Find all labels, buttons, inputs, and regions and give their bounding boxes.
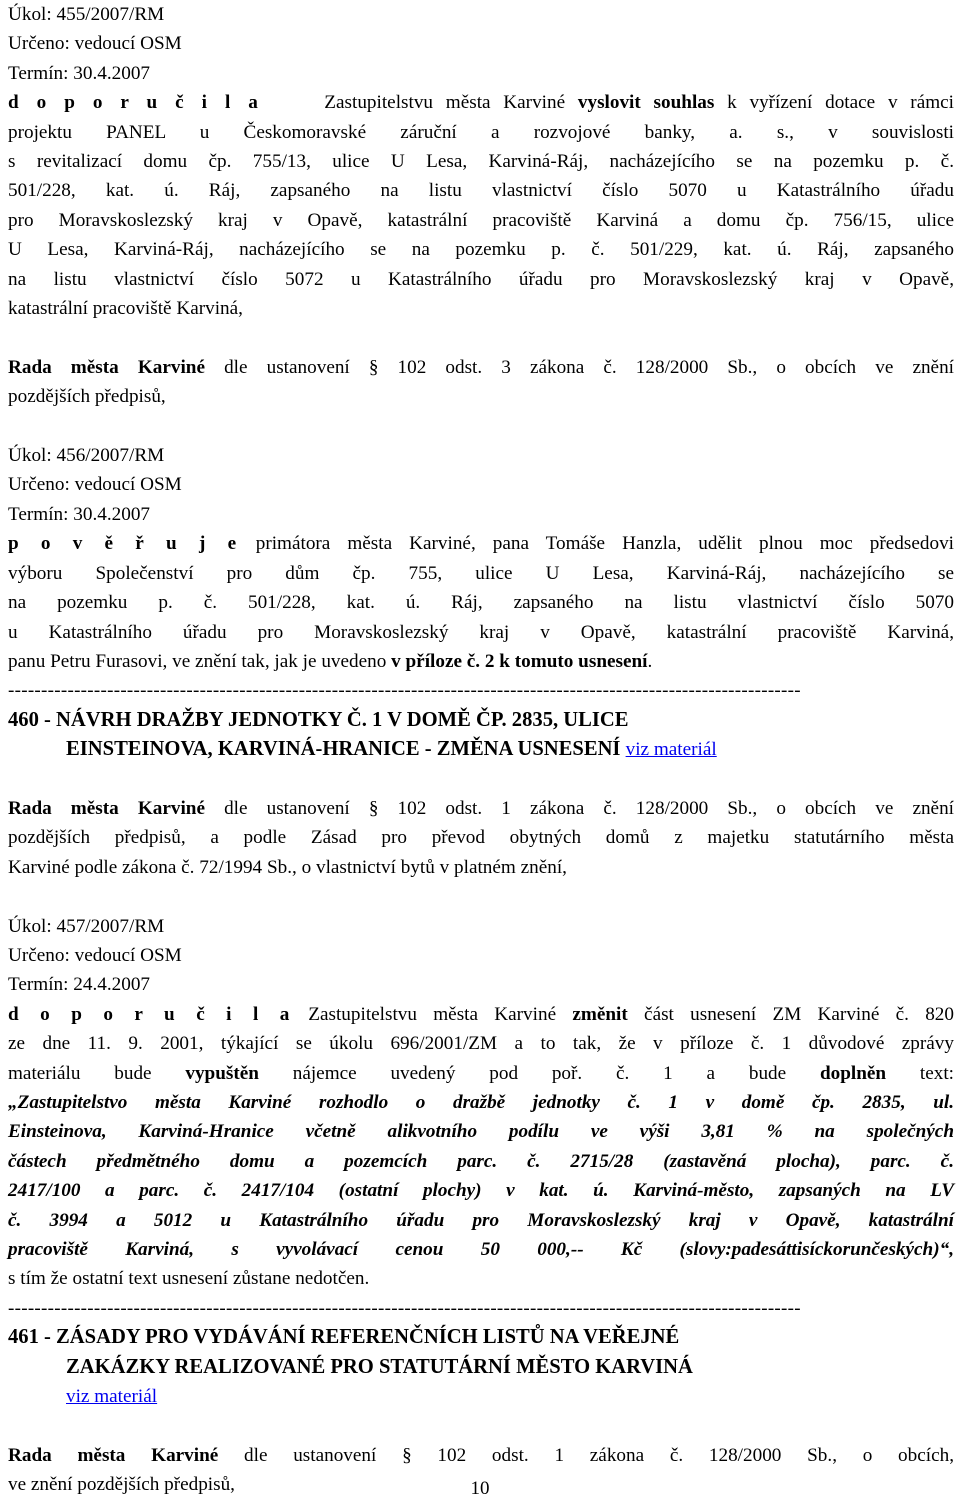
- quoted-text-line: pracoviště Karviná, s vyvolávací cenou 50 000,-- Kč (slovy:padesáttisíckorunčeských)“,: [8, 1239, 954, 1260]
- paragraph-line: na listu vlastnictví číslo 5072 u Katastrálního úřadu pro Moravskoslezský kraj v Opavě,: [8, 268, 954, 290]
- task-assignee: Určeno: vedoucí OSM: [8, 33, 182, 55]
- task-deadline: Termín: 30.4.2007: [8, 62, 151, 84]
- paragraph-line: ze dne 11. 9. 2001, týkající se úkolu 696/2001/ZM a to tak, že v příloze č. 1 důvodové zprávy: [8, 1033, 954, 1055]
- paragraph-line: 501/228, kat. ú. Ráj, zapsaného na listu vlastnictví číslo 5070 u Katastrálního úřadu: [8, 180, 954, 202]
- paragraph-line: na pozemku p. č. 501/228, kat. ú. Ráj, zapsaného na listu vlastnictví číslo 5070: [8, 592, 954, 614]
- paragraph-line: projektu PANEL u Českomoravské záruční a rozvojové banky, a. s., v souvislosti: [8, 121, 954, 143]
- quoted-text-line: Einsteinova, Karviná-Hranice včetně alikvotního podílu ve výši 3,81 % na společných: [8, 1121, 954, 1143]
- council-name: Rada města Karviné: [8, 1444, 219, 1466]
- resolution-paragraph: p o v ě ř u j e primátora města Karviné, pana Tomáše Hanzla, udělit plnou moc předsedovi: [8, 533, 954, 555]
- agenda-item-heading-cont: EINSTEINOVA, KARVINÁ-HRANICE - ZMĚNA USNESENÍ viz materiál: [66, 738, 717, 761]
- task-number: Úkol: 456/2007/RM: [8, 445, 165, 467]
- paragraph-line: Karviné podle zákona č. 72/1994 Sb., o vlastnictví bytů v platném znění,: [8, 856, 567, 878]
- agenda-item-heading: 460 - NÁVRH DRAŽBY JEDNOTKY Č. 1 V DOMĚ ČP. 2835, ULICE: [8, 708, 629, 731]
- page-number: 10: [470, 1478, 490, 1499]
- view-material-link[interactable]: viz materiál: [66, 1386, 158, 1408]
- task-number: Úkol: 455/2007/RM: [8, 4, 165, 25]
- quoted-text-line: č. 3994 a 5012 u Katastrálního úřadu pro Moravskoslezský kraj v Opavě, katastrální: [8, 1209, 954, 1231]
- paragraph-line: s revitalizací domu čp. 755/13, ulice U Lesa, Karviná-Ráj, nacházejícího se na pozemku p. č.: [8, 151, 954, 173]
- agenda-item-heading-cont: ZAKÁZKY REALIZOVANÉ PRO STATUTÁRNÍ MĚSTO KARVINÁ: [66, 1355, 693, 1378]
- council-statement: Rada města Karviné dle ustanovení § 102 odst. 1 zákona č. 128/2000 Sb., o obcích ve znění: [8, 797, 954, 819]
- council-statement: Rada města Karviné dle ustanovení § 102 odst. 3 zákona č. 128/2000 Sb., o obcích ve znění: [8, 356, 954, 378]
- resolution-verb: d o p o r u č i l a: [8, 1003, 292, 1025]
- paragraph-line: pozdějších předpisů, a podle Zásad pro převod obytných domů z majetku statutárního města: [8, 827, 954, 849]
- quoted-text-line: 2417/100 a parc. č. 2417/104 (ostatní plochy) v kat. ú. Karviná-město, zapsaných na LV: [8, 1180, 954, 1202]
- view-material-link[interactable]: viz materiál: [625, 739, 717, 761]
- separator-line: ------------------------------------------------------------------------------------------------------------------------: [8, 680, 801, 702]
- resolution-paragraph: d o p o r u č i l a Zastupitelstvu města Karviné změnit část usnesení ZM Karviné č. 820: [8, 1003, 954, 1025]
- paragraph-line: výboru Společenství pro dům čp. 755, ulice U Lesa, Karviná-Ráj, nacházejícího se: [8, 562, 954, 584]
- paragraph-line: U Lesa, Karviná-Ráj, nacházejícího se na pozemku p. č. 501/229, kat. ú. Ráj, zapsaného: [8, 239, 954, 261]
- task-assignee: Určeno: vedoucí OSM: [8, 474, 182, 496]
- task-number: Úkol: 457/2007/RM: [8, 915, 165, 937]
- separator-line: ------------------------------------------------------------------------------------------------------------------------: [8, 1297, 801, 1319]
- quoted-text-line: částech předmětného domu a pozemcích parc. č. 2715/28 (zastavěná plocha), parc. č.: [8, 1150, 954, 1172]
- task-deadline: Termín: 30.4.2007: [8, 503, 151, 525]
- document-page: [8, 0, 954, 1500]
- quoted-text-line: „Zastupitelstvo města Karviné rozhodlo o dražbě jednotky č. 1 v domě čp. 2835, ul.: [8, 1091, 954, 1113]
- attachment-reference: v příloze č. 2 k tomuto usnesení: [391, 650, 648, 672]
- paragraph-line: katastrální pracoviště Karviná,: [8, 298, 243, 320]
- paragraph-line: ve znění pozdějších předpisů,: [8, 1474, 235, 1496]
- view-material-row: [8, 1382, 954, 1411]
- paragraph-line: pozdějších předpisů,: [8, 386, 166, 408]
- council-name: Rada města Karviné: [8, 797, 205, 819]
- paragraph-line: u Katastrálního úřadu pro Moravskoslezský kraj v Opavě, katastrální pracoviště Karviná,: [8, 621, 954, 643]
- paragraph-line: pro Moravskoslezský kraj v Opavě, katastrální pracoviště Karviná a domu čp. 756/15, ulice: [8, 209, 954, 231]
- council-statement: Rada města Karviné dle ustanovení § 102 odst. 1 zákona č. 128/2000 Sb., o obcích,: [8, 1444, 954, 1466]
- paragraph-line: s tím že ostatní text usnesení zůstane nedotčen.: [8, 1268, 370, 1290]
- paragraph-line: materiálu bude vypuštěn nájemce uvedený pod poř. č. 1 a bude doplněn text:: [8, 1062, 954, 1084]
- resolution-verb: p o v ě ř u j e: [8, 533, 239, 555]
- resolution-verb: d o p o r u č i l a: [8, 92, 261, 114]
- agenda-item-heading: 461 - ZÁSADY PRO VYDÁVÁNÍ REFERENČNÍCH LISTŮ NA VEŘEJNÉ: [8, 1326, 680, 1349]
- paragraph-line: panu Petru Furasovi, ve znění tak, jak je uvedeno v příloze č. 2 k tomuto usnesení.: [8, 650, 653, 672]
- council-name: Rada města Karviné: [8, 356, 205, 378]
- resolution-paragraph: d o p o r u č i l a Zastupitelstvu města Karviné vyslovit souhlas k vyřízení dotace v rámci: [8, 92, 954, 114]
- task-assignee: Určeno: vedoucí OSM: [8, 944, 182, 966]
- task-deadline: Termín: 24.4.2007: [8, 974, 151, 996]
